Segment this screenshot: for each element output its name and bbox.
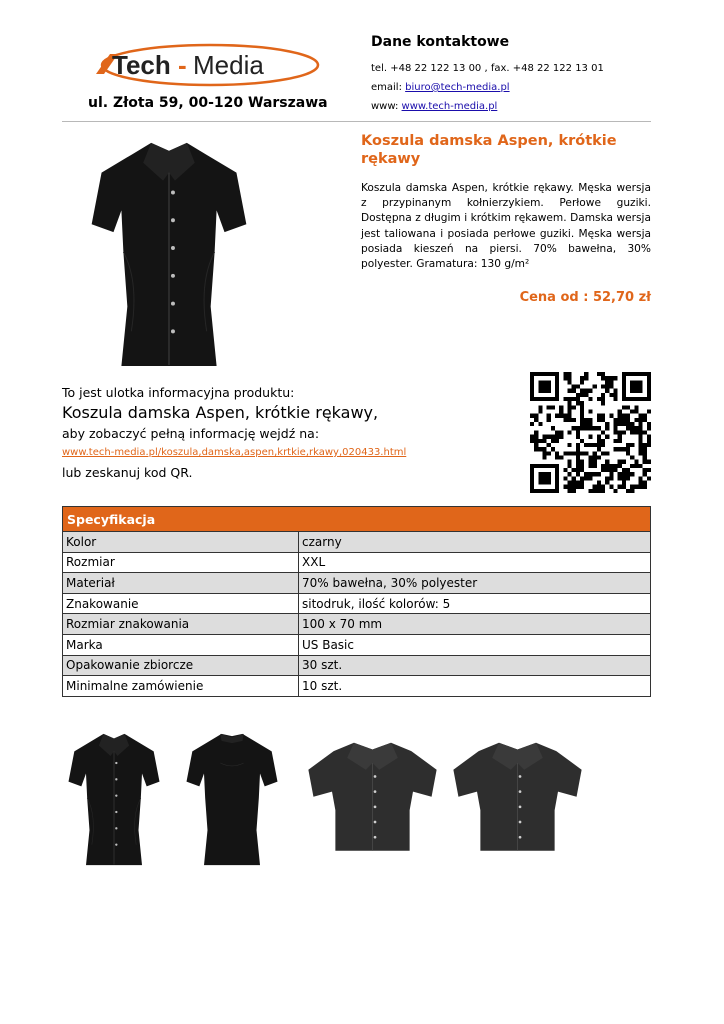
flyer-intro: To jest ulotka informacyjna produktu: [62,385,295,400]
spec-key: Opakowanie zbiorcze [63,655,299,676]
spec-key: Znakowanie [63,593,299,614]
logo-text-media: Media [193,50,264,80]
spec-key: Kolor [63,532,299,553]
product-link[interactable]: www.tech-media.pl/koszula,damska,aspen,krtkie,rkawy,020433.html [62,447,407,458]
contact-block [371,34,604,116]
product-title: Koszula damska Aspen, krótkie rękawy [361,133,617,167]
spec-value: czarny [299,532,651,553]
spec-key: Marka [63,634,299,655]
email-label: email: [371,82,406,93]
spec-key: Rozmiar [63,552,299,573]
contact-www-line [371,97,604,116]
table-row [63,532,651,553]
table-row [63,655,651,676]
flyer-info [62,384,512,484]
qr-code-icon[interactable] [530,372,651,493]
spec-table [62,506,651,697]
table-row [63,552,651,573]
gallery-shirt-front[interactable] [64,728,164,868]
spec-key: Minimalne zamówienie [63,676,299,697]
spec-key: Rozmiar znakowania [63,614,299,635]
flyer-instruction: aby zobaczyć pełną informację wejdź na: [62,426,320,441]
product-price: Cena od : 52,70 zł [519,290,651,305]
table-row [63,614,651,635]
spec-value: XXL [299,552,651,573]
shirt-image [88,133,250,371]
contact-email-line [371,78,604,97]
gallery-shirt-back[interactable] [182,728,282,868]
spec-header: Specyfikacja [63,507,651,532]
spec-value: 10 szt. [299,676,651,697]
company-address: ul. Złota 59, 00-120 Warszawa [88,95,328,111]
spec-value: US Basic [299,634,651,655]
spec-value: sitodruk, ilość kolorów: 5 [299,593,651,614]
www-link[interactable]: www.tech-media.pl [401,101,498,112]
spec-value: 100 x 70 mm [299,614,651,635]
table-row [63,676,651,697]
spec-value: 30 szt. [299,655,651,676]
www-label: www: [371,101,402,112]
product-description: Koszula damska Aspen, krótkie rękawy. Męska wersja z przypinanym kołnierzykiem. Perłowe guziki. Dostępna z długim i krótkim rękawem. Damska wersja jest taliowana i posiada perłowe guziki. Męska wersja posiada kieszeń na piersi. 70% bawełna, 30% polyester. Gramatura: 130 g/m² [361,182,651,271]
flyer-qr-hint: lub zeskanuj kod QR. [62,465,193,480]
email-link[interactable]: biuro@tech-media.pl [405,82,510,93]
table-row [63,573,651,594]
spec-key: Materiał [63,573,299,594]
logo-text-tech: Tech [112,50,171,80]
contact-phone: tel. +48 22 122 13 00 , fax. +48 22 122 13 01 [371,63,604,74]
gallery-shirt-gray-1[interactable] [305,730,440,860]
flyer-product-name: Koszula damska Aspen, krótkie rękawy, [62,403,379,422]
logo-text-sep: - [178,50,187,80]
contact-title: Dane kontaktowe [371,34,510,50]
tech-media-logo [92,40,322,90]
header-divider [62,121,651,122]
table-row [63,593,651,614]
gallery-shirt-gray-2[interactable] [450,730,585,860]
table-row [63,634,651,655]
spec-value: 70% bawełna, 30% polyester [299,573,651,594]
